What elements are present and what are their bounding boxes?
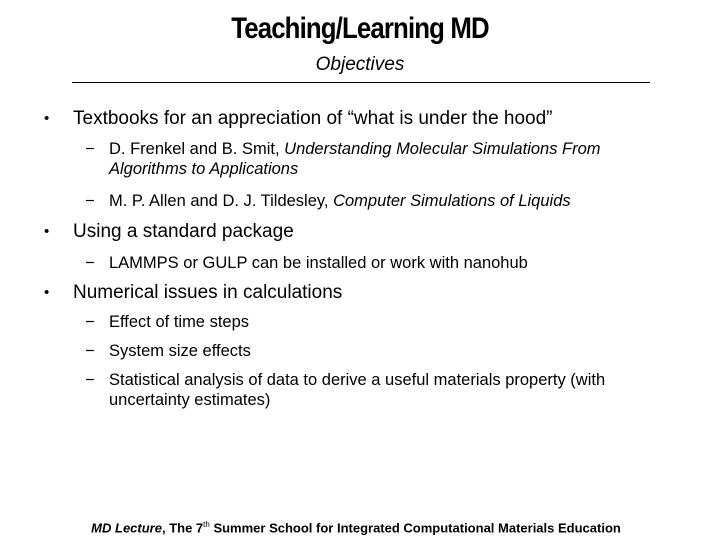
title-divider: [72, 82, 650, 83]
subitem-text: LAMMPS or GULP can be installed or work with nanohub: [109, 254, 528, 272]
footer-lecture: MD Lecture: [91, 520, 162, 536]
author-text: M. P. Allen and D. J. Tildesley,: [109, 192, 334, 210]
subitem-text: [109, 191, 571, 211]
bullet-text: Numerical issues in calculations: [73, 282, 343, 303]
book-title: Computer Simulations of Liquids: [333, 192, 571, 210]
dash-marker: −: [85, 371, 95, 389]
subitem-text: System size effects: [109, 342, 251, 360]
bullet-marker: •: [44, 223, 50, 240]
bullet-text: Using a standard package: [73, 221, 294, 242]
bullet-marker: •: [44, 110, 50, 127]
dash-marker: −: [85, 342, 95, 360]
subitem-text: [109, 139, 669, 179]
bullet-text: Textbooks for an appreciation of “what is under the hood”: [73, 108, 553, 129]
dash-marker: −: [85, 254, 95, 272]
footer-ordinal: th: [203, 520, 210, 529]
author-text: D. Frenkel and B. Smit,: [109, 140, 285, 158]
slide-footer: [0, 520, 712, 535]
footer-rest: Summer School for Integrated Computational Materials Education: [209, 520, 621, 536]
subitem-text: Statistical analysis of data to derive a useful materials property (with uncertainty estimates): [109, 371, 606, 409]
footer-middle: , The 7: [161, 520, 204, 536]
dash-marker: −: [85, 313, 95, 331]
book-title: Understanding Molecular Simulations From Algorithms to Applications: [109, 140, 601, 178]
dash-marker: −: [85, 192, 95, 210]
bullet-marker: •: [44, 284, 50, 301]
slide-title: Teaching/Learning MD: [231, 12, 489, 45]
subitem-text: Effect of time steps: [109, 313, 250, 331]
slide-subtitle: Objectives: [315, 54, 405, 75]
dash-marker: −: [85, 140, 95, 158]
